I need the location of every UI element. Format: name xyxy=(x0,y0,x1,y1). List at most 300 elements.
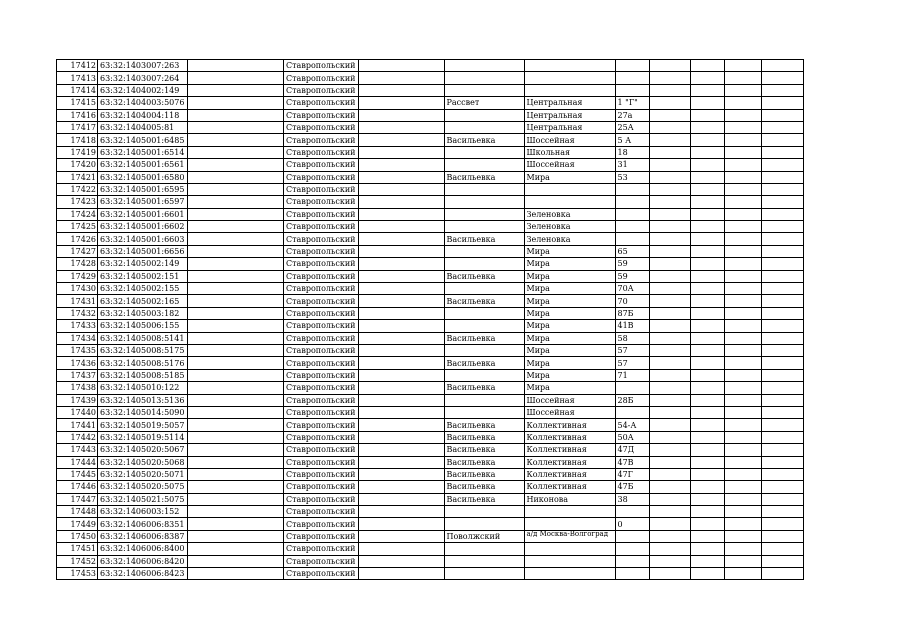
cadastral-number-cell: 63:32:1406006:8423 xyxy=(98,568,188,580)
street-cell: а/д Москва-Волгоград xyxy=(524,530,615,542)
settlement-cell xyxy=(444,320,524,332)
house-number-cell: 58 xyxy=(615,332,649,344)
empty-cell xyxy=(724,568,761,580)
house-number-cell: 31 xyxy=(615,159,649,171)
empty-cell xyxy=(358,307,444,319)
empty-cell xyxy=(761,419,803,431)
street-cell xyxy=(524,196,615,208)
empty-cell xyxy=(724,159,761,171)
empty-cell xyxy=(761,506,803,518)
empty-cell xyxy=(690,208,724,220)
empty-cell xyxy=(690,307,724,319)
empty-cell xyxy=(358,221,444,233)
empty-cell xyxy=(358,555,444,567)
street-cell: Мира xyxy=(524,245,615,257)
row-number-cell: 17436 xyxy=(57,357,98,369)
street-cell xyxy=(524,72,615,84)
empty-cell xyxy=(761,109,803,121)
house-number-cell: 47Д xyxy=(615,444,649,456)
settlement-cell: Васильевка xyxy=(444,332,524,344)
settlement-cell xyxy=(444,159,524,171)
empty-cell xyxy=(649,406,690,418)
table-row xyxy=(57,320,804,332)
street-cell: Зеленовка xyxy=(524,208,615,220)
empty-cell xyxy=(761,369,803,381)
street-cell: Мира xyxy=(524,270,615,282)
street-cell: Мира xyxy=(524,307,615,319)
empty-cell xyxy=(649,468,690,480)
row-number-cell: 17432 xyxy=(57,307,98,319)
house-number-cell xyxy=(615,506,649,518)
empty-cell xyxy=(649,431,690,443)
cadastral-number-cell: 63:32:1405001:6601 xyxy=(98,208,188,220)
settlement-cell: Васильевка xyxy=(444,270,524,282)
empty-cell xyxy=(649,382,690,394)
empty-cell xyxy=(724,134,761,146)
empty-cell xyxy=(358,357,444,369)
street-cell: Шоссейная xyxy=(524,394,615,406)
empty-cell xyxy=(690,481,724,493)
house-number-cell: 1 "Г" xyxy=(615,97,649,109)
street-cell: Коллективная xyxy=(524,431,615,443)
empty-cell xyxy=(358,456,444,468)
empty-cell xyxy=(358,283,444,295)
cadastral-number-cell: 63:32:1403007:263 xyxy=(98,60,188,72)
table-row xyxy=(57,357,804,369)
empty-cell xyxy=(188,60,284,72)
empty-cell xyxy=(761,518,803,530)
house-number-cell xyxy=(615,183,649,195)
empty-cell xyxy=(690,506,724,518)
table-row xyxy=(57,468,804,480)
settlement-cell xyxy=(444,245,524,257)
street-cell: Коллективная xyxy=(524,481,615,493)
empty-cell xyxy=(690,530,724,542)
street-cell: Зеленовка xyxy=(524,233,615,245)
empty-cell xyxy=(649,320,690,332)
empty-cell xyxy=(761,481,803,493)
empty-cell xyxy=(690,406,724,418)
house-number-cell: 47Г xyxy=(615,468,649,480)
settlement-cell: Поволжский xyxy=(444,530,524,542)
empty-cell xyxy=(358,444,444,456)
settlement-cell xyxy=(444,146,524,158)
row-number-cell: 17431 xyxy=(57,295,98,307)
settlement-cell: Рассвет xyxy=(444,97,524,109)
empty-cell xyxy=(649,233,690,245)
street-cell: Шоссейная xyxy=(524,134,615,146)
empty-cell xyxy=(690,171,724,183)
cadastral-number-cell: 63:32:1406003:152 xyxy=(98,506,188,518)
cadastral-number-cell: 63:32:1405001:6602 xyxy=(98,221,188,233)
table-row xyxy=(57,456,804,468)
empty-cell xyxy=(724,171,761,183)
empty-cell xyxy=(724,555,761,567)
cadastral-number-cell: 63:32:1405010:122 xyxy=(98,382,188,394)
table-row xyxy=(57,60,804,72)
empty-cell xyxy=(690,233,724,245)
empty-cell xyxy=(761,344,803,356)
empty-cell xyxy=(188,72,284,84)
empty-cell xyxy=(761,196,803,208)
empty-cell xyxy=(188,159,284,171)
house-number-cell: 18 xyxy=(615,146,649,158)
table-row xyxy=(57,506,804,518)
settlement-cell: Васильевка xyxy=(444,382,524,394)
empty-cell xyxy=(690,258,724,270)
empty-cell xyxy=(724,221,761,233)
empty-cell xyxy=(188,444,284,456)
empty-cell xyxy=(724,344,761,356)
empty-cell xyxy=(188,481,284,493)
house-number-cell xyxy=(615,60,649,72)
empty-cell xyxy=(724,332,761,344)
row-number-cell: 17430 xyxy=(57,283,98,295)
empty-cell xyxy=(724,208,761,220)
table-row xyxy=(57,344,804,356)
empty-cell xyxy=(724,320,761,332)
settlement-cell xyxy=(444,406,524,418)
district-cell: Ставропольский xyxy=(284,344,359,356)
settlement-cell xyxy=(444,369,524,381)
table-row xyxy=(57,369,804,381)
street-cell: Центральная xyxy=(524,109,615,121)
district-cell: Ставропольский xyxy=(284,543,359,555)
empty-cell xyxy=(649,146,690,158)
cadastral-number-cell: 63:32:1405020:5067 xyxy=(98,444,188,456)
district-cell: Ставропольский xyxy=(284,171,359,183)
empty-cell xyxy=(649,134,690,146)
settlement-cell: Васильевка xyxy=(444,419,524,431)
empty-cell xyxy=(188,307,284,319)
settlement-cell xyxy=(444,518,524,530)
empty-cell xyxy=(761,332,803,344)
row-number-cell: 17452 xyxy=(57,555,98,567)
empty-cell xyxy=(188,258,284,270)
row-number-cell: 17442 xyxy=(57,431,98,443)
district-cell: Ставропольский xyxy=(284,406,359,418)
empty-cell xyxy=(188,468,284,480)
row-number-cell: 17450 xyxy=(57,530,98,542)
empty-cell xyxy=(188,134,284,146)
house-number-cell xyxy=(615,196,649,208)
settlement-cell: Васильевка xyxy=(444,444,524,456)
empty-cell xyxy=(690,183,724,195)
empty-cell xyxy=(649,84,690,96)
settlement-cell xyxy=(444,307,524,319)
empty-cell xyxy=(188,121,284,133)
table-row xyxy=(57,481,804,493)
district-cell: Ставропольский xyxy=(284,233,359,245)
empty-cell xyxy=(649,543,690,555)
empty-cell xyxy=(649,444,690,456)
house-number-cell xyxy=(615,233,649,245)
empty-cell xyxy=(358,84,444,96)
row-number-cell: 17443 xyxy=(57,444,98,456)
street-cell: Мира xyxy=(524,283,615,295)
table-row xyxy=(57,406,804,418)
empty-cell xyxy=(649,283,690,295)
house-number-cell: 50А xyxy=(615,431,649,443)
empty-cell xyxy=(724,72,761,84)
empty-cell xyxy=(649,72,690,84)
row-number-cell: 17424 xyxy=(57,208,98,220)
empty-cell xyxy=(761,270,803,282)
empty-cell xyxy=(761,121,803,133)
empty-cell xyxy=(724,369,761,381)
empty-cell xyxy=(188,493,284,505)
empty-cell xyxy=(649,196,690,208)
empty-cell xyxy=(761,406,803,418)
empty-cell xyxy=(358,568,444,580)
district-cell: Ставропольский xyxy=(284,121,359,133)
table-row xyxy=(57,221,804,233)
cadastral-number-cell: 63:32:1405001:6597 xyxy=(98,196,188,208)
district-cell: Ставропольский xyxy=(284,221,359,233)
street-cell: Центральная xyxy=(524,121,615,133)
empty-cell xyxy=(358,60,444,72)
house-number-cell: 57 xyxy=(615,344,649,356)
settlement-cell xyxy=(444,208,524,220)
district-cell: Ставропольский xyxy=(284,357,359,369)
empty-cell xyxy=(724,283,761,295)
cadastral-number-cell: 63:32:1405001:6603 xyxy=(98,233,188,245)
row-number-cell: 17446 xyxy=(57,481,98,493)
street-cell xyxy=(524,543,615,555)
empty-cell xyxy=(188,221,284,233)
row-number-cell: 17453 xyxy=(57,568,98,580)
table-row xyxy=(57,530,804,542)
empty-cell xyxy=(724,530,761,542)
empty-cell xyxy=(761,134,803,146)
empty-cell xyxy=(690,221,724,233)
district-cell: Ставропольский xyxy=(284,196,359,208)
empty-cell xyxy=(724,97,761,109)
empty-cell xyxy=(761,72,803,84)
empty-cell xyxy=(690,159,724,171)
street-cell: Никонова xyxy=(524,493,615,505)
empty-cell xyxy=(690,555,724,567)
district-cell: Ставропольский xyxy=(284,394,359,406)
cadastral-number-cell: 63:32:1406006:8387 xyxy=(98,530,188,542)
empty-cell xyxy=(358,543,444,555)
empty-cell xyxy=(690,369,724,381)
house-number-cell: 70А xyxy=(615,283,649,295)
empty-cell xyxy=(690,72,724,84)
empty-cell xyxy=(649,60,690,72)
empty-cell xyxy=(649,97,690,109)
empty-cell xyxy=(649,171,690,183)
district-cell: Ставропольский xyxy=(284,530,359,542)
empty-cell xyxy=(724,419,761,431)
empty-cell xyxy=(724,394,761,406)
empty-cell xyxy=(649,419,690,431)
district-cell: Ставропольский xyxy=(284,159,359,171)
street-cell xyxy=(524,84,615,96)
empty-cell xyxy=(358,196,444,208)
cadastral-number-cell: 63:32:1405002:165 xyxy=(98,295,188,307)
district-cell: Ставропольский xyxy=(284,270,359,282)
empty-cell xyxy=(724,518,761,530)
empty-cell xyxy=(724,493,761,505)
empty-cell xyxy=(690,270,724,282)
table-row xyxy=(57,84,804,96)
empty-cell xyxy=(724,307,761,319)
street-cell: Зеленовка xyxy=(524,221,615,233)
empty-cell xyxy=(761,493,803,505)
cadastral-number-cell: 63:32:1405019:5057 xyxy=(98,419,188,431)
empty-cell xyxy=(690,444,724,456)
table-row xyxy=(57,270,804,282)
empty-cell xyxy=(188,171,284,183)
district-cell: Ставропольский xyxy=(284,332,359,344)
empty-cell xyxy=(690,84,724,96)
settlement-cell xyxy=(444,283,524,295)
house-number-cell: 59 xyxy=(615,258,649,270)
cadastral-number-cell: 63:32:1405014:5090 xyxy=(98,406,188,418)
empty-cell xyxy=(358,419,444,431)
district-cell: Ставропольский xyxy=(284,382,359,394)
row-number-cell: 17437 xyxy=(57,369,98,381)
street-cell: Мира xyxy=(524,320,615,332)
empty-cell xyxy=(358,320,444,332)
settlement-cell xyxy=(444,344,524,356)
table-row xyxy=(57,208,804,220)
settlement-cell xyxy=(444,543,524,555)
table-row xyxy=(57,72,804,84)
house-number-cell xyxy=(615,568,649,580)
empty-cell xyxy=(188,283,284,295)
empty-cell xyxy=(761,530,803,542)
row-number-cell: 17427 xyxy=(57,245,98,257)
district-cell: Ставропольский xyxy=(284,320,359,332)
row-number-cell: 17433 xyxy=(57,320,98,332)
row-number-cell: 17426 xyxy=(57,233,98,245)
table-row xyxy=(57,109,804,121)
empty-cell xyxy=(761,208,803,220)
empty-cell xyxy=(649,159,690,171)
empty-cell xyxy=(188,270,284,282)
empty-cell xyxy=(188,543,284,555)
empty-cell xyxy=(724,431,761,443)
house-number-cell: 57 xyxy=(615,357,649,369)
empty-cell xyxy=(649,109,690,121)
empty-cell xyxy=(649,369,690,381)
registry-table xyxy=(56,59,804,580)
empty-cell xyxy=(724,468,761,480)
district-cell: Ставропольский xyxy=(284,134,359,146)
district-cell: Ставропольский xyxy=(284,72,359,84)
district-cell: Ставропольский xyxy=(284,84,359,96)
empty-cell xyxy=(188,109,284,121)
street-cell: Мира xyxy=(524,295,615,307)
empty-cell xyxy=(724,382,761,394)
cadastral-number-cell: 63:32:1404003:5076 xyxy=(98,97,188,109)
row-number-cell: 17438 xyxy=(57,382,98,394)
empty-cell xyxy=(761,543,803,555)
cadastral-number-cell: 63:32:1405006:155 xyxy=(98,320,188,332)
empty-cell xyxy=(761,320,803,332)
empty-cell xyxy=(690,245,724,257)
empty-cell xyxy=(188,295,284,307)
table-row xyxy=(57,307,804,319)
empty-cell xyxy=(724,481,761,493)
empty-cell xyxy=(649,221,690,233)
empty-cell xyxy=(649,493,690,505)
cadastral-number-cell: 63:32:1405001:6561 xyxy=(98,159,188,171)
table-row xyxy=(57,431,804,443)
street-cell: Мира xyxy=(524,171,615,183)
table-row xyxy=(57,121,804,133)
district-cell: Ставропольский xyxy=(284,555,359,567)
district-cell: Ставропольский xyxy=(284,506,359,518)
empty-cell xyxy=(358,332,444,344)
empty-cell xyxy=(761,97,803,109)
street-cell xyxy=(524,183,615,195)
empty-cell xyxy=(690,456,724,468)
house-number-cell: 5 А xyxy=(615,134,649,146)
row-number-cell: 17418 xyxy=(57,134,98,146)
row-number-cell: 17449 xyxy=(57,518,98,530)
row-number-cell: 17444 xyxy=(57,456,98,468)
district-cell: Ставропольский xyxy=(284,208,359,220)
street-cell: Коллективная xyxy=(524,456,615,468)
street-cell: Шоссейная xyxy=(524,159,615,171)
empty-cell xyxy=(358,245,444,257)
empty-cell xyxy=(188,406,284,418)
settlement-cell: Васильевка xyxy=(444,481,524,493)
empty-cell xyxy=(649,530,690,542)
district-cell: Ставропольский xyxy=(284,493,359,505)
settlement-cell xyxy=(444,121,524,133)
empty-cell xyxy=(358,109,444,121)
row-number-cell: 17435 xyxy=(57,344,98,356)
house-number-cell: 54-А xyxy=(615,419,649,431)
cadastral-number-cell: 63:32:1406006:8420 xyxy=(98,555,188,567)
empty-cell xyxy=(649,295,690,307)
empty-cell xyxy=(690,332,724,344)
empty-cell xyxy=(188,332,284,344)
district-cell: Ставропольский xyxy=(284,307,359,319)
empty-cell xyxy=(690,196,724,208)
house-number-cell: 59 xyxy=(615,270,649,282)
empty-cell xyxy=(358,530,444,542)
empty-cell xyxy=(690,109,724,121)
empty-cell xyxy=(690,568,724,580)
empty-cell xyxy=(649,518,690,530)
empty-cell xyxy=(724,543,761,555)
empty-cell xyxy=(188,382,284,394)
street-cell xyxy=(524,555,615,567)
empty-cell xyxy=(188,555,284,567)
empty-cell xyxy=(761,307,803,319)
district-cell: Ставропольский xyxy=(284,369,359,381)
empty-cell xyxy=(724,506,761,518)
district-cell: Ставропольский xyxy=(284,183,359,195)
street-cell: Центральная xyxy=(524,97,615,109)
empty-cell xyxy=(188,357,284,369)
empty-cell xyxy=(649,568,690,580)
empty-cell xyxy=(690,493,724,505)
empty-cell xyxy=(358,394,444,406)
empty-cell xyxy=(358,134,444,146)
empty-cell xyxy=(724,109,761,121)
house-number-cell: 70 xyxy=(615,295,649,307)
street-cell: Школьная xyxy=(524,146,615,158)
empty-cell xyxy=(188,233,284,245)
house-number-cell: 65 xyxy=(615,245,649,257)
empty-cell xyxy=(358,431,444,443)
